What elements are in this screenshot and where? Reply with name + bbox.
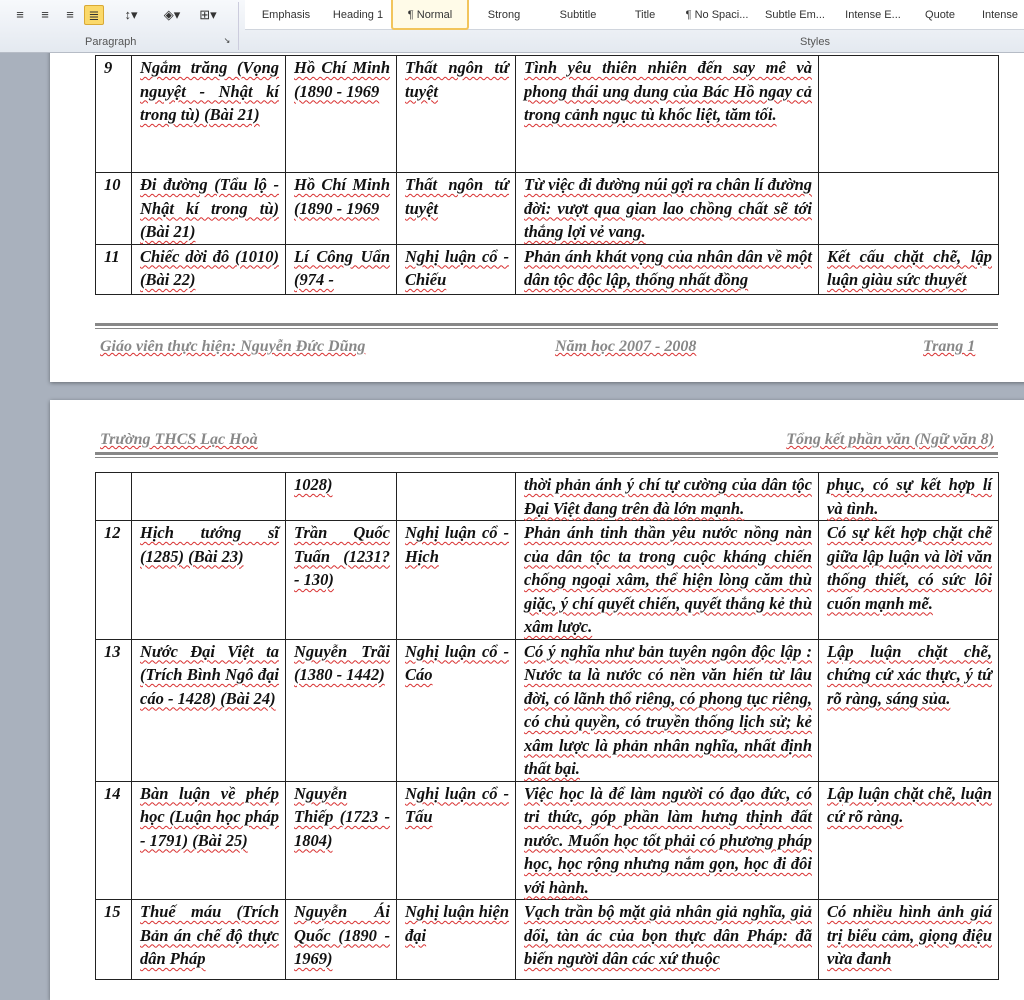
table-row [96,56,999,173]
cell-text: Nước Đại Việt ta (Trích Bình Ngô đại cáo - 1428) (Bài 24) [140,641,279,708]
literature-table-page-2 [95,472,999,980]
cell-text: phục, có sự kết hợp lí và tình. [827,475,992,518]
cell-author [286,781,397,900]
cell-text: Có nhiều hình ảnh giá trị biểu cảm, giọng điệu vừa đanh [827,902,992,968]
page-2 [50,400,1024,1000]
align-left-icon[interactable]: ≡ [16,7,24,22]
cell-title [132,473,286,521]
cell-title [132,56,286,173]
cell-content [516,900,819,980]
cell-genre [397,244,516,294]
table-row [96,639,999,781]
footer-teacher: Giáo viên thực hiện: Nguyễn Đức Dũng [100,338,366,355]
cell-text: Nghị luận cổ - Cáo [405,641,509,684]
cell-text: Nghị luận hiện đại [405,902,509,945]
cell-text: Thất ngôn tứ tuyệt [405,175,509,218]
cell-text: Phản ánh khát vọng của nhân dân về một dân tộc độc lập, thống nhất đồng [524,246,812,289]
style-quote[interactable]: Quote [925,9,955,21]
styles-gallery [245,0,1024,30]
cell-art [819,473,999,521]
cell-genre [397,639,516,781]
cell-text: Có ý nghĩa như bản tuyên ngôn độc lập : Nước ta là nước có nền văn hiến từ lâu đời, có lãnh thổ riêng, có phong tục riêng, có chủ quyền, có truyền thống lịch sử; kẻ xâm lược là phản nhân nghĩa, nhất định thất bại. [524,641,812,778]
cell-text: Trần Quốc Tuấn (1231? - 130) [294,523,390,589]
cell-text: Nguyễn Thiếp (1723 - 1804) [294,783,390,850]
cell-text: Nguyễn Ái Quốc (1890 - 1969) [294,902,390,968]
cell-content [516,781,819,900]
borders-icon[interactable]: ⊞▾ [199,7,217,22]
align-center-icon[interactable]: ≡ [41,7,49,22]
cell-text: Hồ Chí Minh (1890 - 1969 [294,175,390,218]
cell-title [132,521,286,640]
cell-no [96,900,132,980]
cell-text: 1028) [294,475,333,494]
cell-text: 12 [104,523,121,542]
header-title: Tổng kết phần văn (Ngữ văn 8) [786,431,994,448]
cell-text: Nguyễn Trãi (1380 - 1442) [294,641,390,684]
cell-title [132,900,286,980]
cell-text: Bàn luận về phép học (Luận học pháp - 1791) (Bài 25) [140,783,279,850]
style-heading-1[interactable]: Heading 1 [332,9,384,21]
cell-text: Ngắm trăng (Vọng nguyệt - Nhật kí trong tù) (Bài 21) [140,58,279,124]
cell-no [96,473,132,521]
cell-text: Thất ngôn tứ tuyệt [405,58,509,101]
footer-rule [95,323,998,329]
cell-text: Hịch tướng sĩ (1285) (Bài 23) [140,523,279,566]
style-title[interactable]: Title [634,9,656,21]
cell-art [819,639,999,781]
cell-content [516,173,819,245]
style-subtle-em[interactable]: Subtle Em... [765,9,825,21]
cell-genre [397,473,516,521]
cell-text: Từ việc đi đường núi gợi ra chân lí đường đời: vượt qua gian lao chồng chất sẽ tới thắng lợi vẻ vang. [524,175,812,241]
ribbon [0,0,1024,53]
cell-text: Lí Công Uẩn (974 - [294,246,390,289]
cell-text: 13 [104,641,121,661]
cell-author [286,244,397,294]
cell-title [132,639,286,781]
cell-author [286,639,397,781]
cell-no [96,244,132,294]
cell-text: Thuế máu (Trích Bản án chế độ thực dân Pháp [140,902,279,968]
cell-text: Phản ánh tinh thần yêu nước nồng nàn của dân tộc ta trong cuộc kháng chiến chống ngoại xâm, thể hiện lòng căm thù giặc, ý chí quyết chiến, quyết thắng kẻ thù xâm lược. [524,523,812,636]
cell-art [819,521,999,640]
cell-author [286,900,397,980]
cell-art [819,900,999,980]
paragraph-group-label: Paragraph [85,36,137,48]
cell-content [516,244,819,294]
cell-text: 14 [104,783,121,803]
header-school: Trường THCS Lạc Hoà [100,431,258,448]
cell-text: Tình yêu thiên nhiên đến say mê và phong thái ung dung của Bác Hồ ngay cả trong cảnh ngục tù khốc liệt, tăm tối. [524,58,812,124]
cell-title [132,244,286,294]
cell-text: Nghị luận cổ - Tấu [405,783,509,826]
table-row [96,244,999,294]
table-row [96,473,999,521]
table-row [96,173,999,245]
style-intense-e[interactable]: Intense E... [845,9,901,21]
cell-genre [397,900,516,980]
style-subtitle[interactable]: Subtitle [559,9,597,21]
style-intense[interactable]: Intense [981,9,1019,21]
paragraph-dialog-launcher-icon[interactable]: ↘ [223,36,231,45]
cell-no [96,56,132,173]
cell-no [96,521,132,640]
cell-text: Lập luận chặt chẽ, luận cứ rõ ràng. [827,783,992,826]
cell-text: Hồ Chí Minh (1890 - 1969 [294,58,390,101]
cell-text: 9 [104,58,113,77]
cell-genre [397,173,516,245]
cell-content [516,473,819,521]
cell-author [286,521,397,640]
table-row [96,900,999,980]
cell-content [516,639,819,781]
cell-no [96,639,132,781]
cell-text: thời phản ánh ý chí tự cường của dân tộc Đại Việt đang trên đà lớn mạnh. [524,475,812,518]
justify-icon[interactable]: ≣ [84,5,104,25]
style-normal[interactable]: ¶ Normal [391,0,469,30]
cell-title [132,781,286,900]
align-right-icon[interactable]: ≡ [66,7,74,22]
footer-page-number: Trang 1 [923,338,976,355]
cell-author [286,56,397,173]
cell-text: Lập luận chặt chẽ, chứng cứ xác thực, ý tứ rõ ràng, sáng sủa. [827,641,992,708]
cell-text: Việc học là để làm người có đạo đức, có tri thức, góp phần làm hưng thịnh đất nước. Muốn học tốt phải có phương pháp học, học rộng nhưng nắm gọn, học đi đôi với hành. [524,783,812,897]
style-emphasis[interactable]: Emphasis [261,9,311,21]
cell-art [819,173,999,245]
table-row [96,521,999,640]
cell-text: 15 [104,902,121,921]
header-rule [95,452,998,458]
cell-content [516,521,819,640]
cell-genre [397,781,516,900]
style-strong[interactable]: Strong [487,9,521,21]
cell-text: Kết cấu chặt chẽ, lập luận giàu sức thuyết [827,246,992,289]
cell-author [286,473,397,521]
literature-table-page-1 [95,55,999,295]
page-1 [50,0,1024,382]
cell-no [96,781,132,900]
cell-text: Đi đường (Tẩu lộ - Nhật kí trong tù)(Bài 21) [140,175,279,241]
cell-text: Nghị luận cổ - Chiếu [405,246,509,289]
cell-text: 10 [104,175,121,194]
line-spacing-icon[interactable]: ↕▾ [124,7,138,22]
cell-text: Vạch trần bộ mặt giả nhân giả nghĩa, giả dối, tàn ác của bọn thực dân Pháp: đã biến người dân các xứ thuộc [524,902,812,968]
cell-genre [397,521,516,640]
cell-genre [397,56,516,173]
cell-text: 11 [104,246,120,266]
footer-year: Năm học 2007 - 2008 [555,338,697,355]
cell-art [819,244,999,294]
cell-no [96,173,132,245]
cell-text: Nghị luận cổ - Hịch [405,523,509,566]
cell-text: Chiếc dời đô (1010)(Bài 22) [140,246,279,289]
cell-title [132,173,286,245]
cell-text: Có sự kết hợp chặt chẽ giữa lập luận và lời văn thống thiết, có sức lôi cuốn mạnh mẽ. [827,523,992,613]
cell-art [819,56,999,173]
cell-author [286,173,397,245]
styles-group-label: Styles [800,36,830,48]
cell-art [819,781,999,900]
table-row [96,781,999,900]
shading-icon[interactable]: ◈▾ [163,7,181,22]
style-no-spaci[interactable]: ¶ No Spaci... [685,9,749,21]
cell-content [516,56,819,173]
